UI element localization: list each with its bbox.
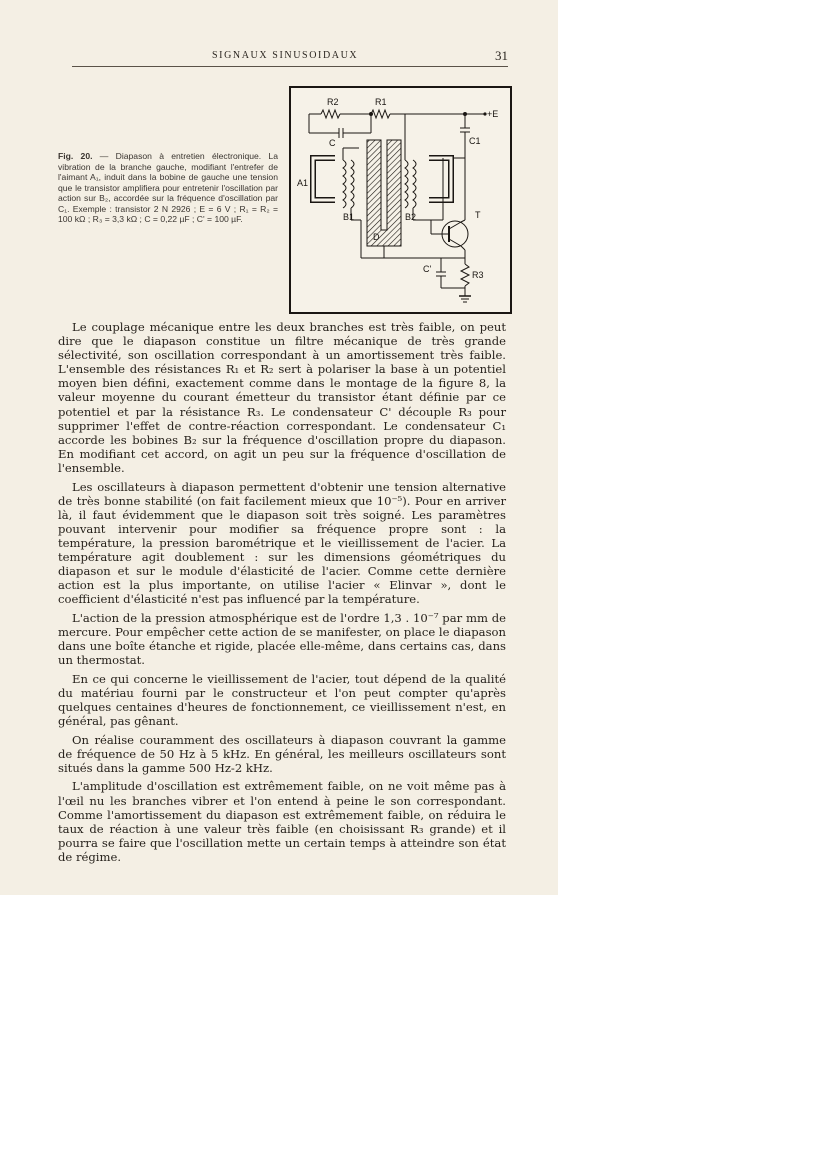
paragraph: On réalise couramment des oscillateurs à diapason couvrant la gamme de fréquence de 50 Hz à 5 kHz. En général, les meilleurs oscillateurs sont situés dans la gamme 500 Hz-2 kHz. [58, 732, 506, 775]
figure-caption [58, 151, 278, 225]
label-r3: R3 [472, 270, 484, 280]
paragraph: En ce qui concerne le vieillissement de l'acier, tout dépend de la qualité du matériau fourni par le constructeur et l'on peut compter qu'après quelques centaines d'heures de fonctionnement, ce vieillissement n'est, en général, pas gênant. [58, 671, 506, 729]
label-plus-e: +E [487, 109, 499, 119]
figure-caption-text: — Diapason à entretien électronique. La vibration de la branche gauche, modifiant l'entrefer de l'aimant A₁, induit dans la bobine de gauche une tension que le transistor amplifiera pour entretenir l'oscillation par action sur B₂, accordée sur la fréquence d'oscillation par C₁. Exemple : transistor 2 N 2926 ; E = 6 V ; R₁ = R₂ = 100 kΩ ; R₃ = 3,3 kΩ ; C = 0,22 µF ; C' = 100 µF. [58, 151, 278, 224]
running-title: SIGNAUX SINUSOIDAUX [212, 50, 359, 61]
paragraph: L'amplitude d'oscillation est extrêmement faible, on ne voit même pas à l'œil nu les branches vibrer et l'on entend à peine le son correspondant. Comme l'amortissement du diapason est extrêmement faible, on réduira le taux de réaction à une valeur très faible (en choisissant R₃ grande) et il pourra se faire que l'oscillation mette un certain temps à atteindre son état de régime. [58, 779, 506, 864]
label-c-prime: C' [423, 264, 432, 274]
header-rule [72, 66, 508, 67]
label-a1: A1 [297, 178, 309, 188]
paragraph: L'action de la pression atmosphérique est de l'ordre 1,3 . 10⁻⁷ par mm de mercure. Pour empêcher cette action de se manifester, on place le diapason dans une boîte étanche et rigide, placée elle-même, dans certains cas, dans un thermostat. [58, 610, 506, 668]
circuit-drawing [291, 88, 510, 312]
label-c1: C1 [469, 136, 481, 146]
body-text [58, 320, 506, 868]
page-number: 31 [495, 48, 508, 63]
label-d: D [373, 232, 380, 242]
paragraph: Le couplage mécanique entre les deux branches est très faible, on peut dire que le diapason constitue un filtre mécanique de très grande sélectivité, son oscillation correspondant à un amortissement très faible. L'ensemble des résistances R₁ et R₂ sert à polariser la base à un potentiel moyen bien défini, exactement comme dans le montage de la figure 8, la valeur moyenne du courant émetteur du transistor étant définie par ce potentiel et par la résistance R₃. Le condensateur C' découple R₃ pour supprimer l'effet de contre-réaction correspondant. Le condensateur C₁ accorde les bobines B₂ sur la fréquence d'oscillation propre du diapason. En modifiant cet accord, on agit un peu sur la fréquence d'oscillation de l'ensemble. [58, 320, 506, 475]
label-b1: B1 [343, 212, 355, 222]
paragraph: Les oscillateurs à diapason permettent d'obtenir une tension alternative de très bonne stabilité (on fait facilement mieux que 10⁻⁵). Pour en arriver là, il faut évidemment que le diapason soit très soigné. Les paramètres pouvant intervenir pour modifier sa fréquence propre sont : la température, la pression barométrique et le vieillissement de l'acier. La température agit doublement : sur les dimensions géométriques du diapason et sur le module d'élasticité de l'acier. Comme cette dernière action est la plus importante, on utilise l'acier « Elinvar », dont le coefficient d'élasticité n'est pas influencé par la température. [58, 479, 506, 607]
figure-caption-label: Fig. 20. [58, 151, 93, 161]
label-t: T [475, 210, 481, 220]
circuit-diagram [289, 86, 512, 314]
running-header [72, 48, 508, 68]
label-r2: R2 [327, 97, 339, 107]
label-b2: B2 [405, 212, 417, 222]
label-r1: R1 [375, 97, 387, 107]
label-c: C [329, 138, 336, 148]
